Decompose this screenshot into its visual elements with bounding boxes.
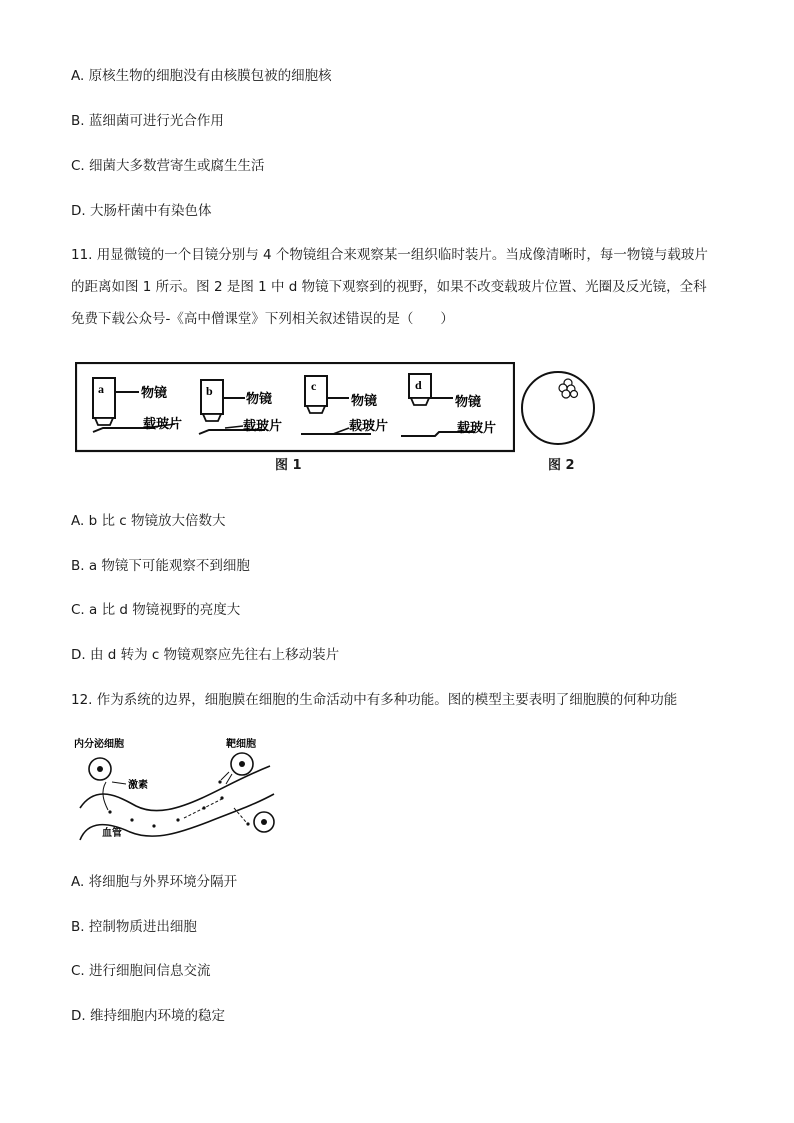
lens-letter-d: d (415, 378, 422, 392)
q12-option-b: B. 控制物质进出细胞 (71, 919, 197, 935)
q11-option-b: B. a 物镜下可能观察不到细胞 (71, 558, 250, 574)
q11-option-c: C. a 比 d 物镜视野的亮度大 (71, 602, 241, 618)
q12-option-d: D. 维持细胞内环境的稳定 (71, 1008, 225, 1024)
q10-option-b: B. 蓝细菌可进行光合作用 (71, 113, 224, 129)
q11-stem-line-2: 的距离如图 1 所示。图 2 是图 1 中 d 物镜下观察到的视野，如果不改变载玻片位置、光圈及反光镜，全科 (71, 279, 707, 295)
figure-1-caption: 图 1 (275, 458, 302, 473)
endocrine-cell (89, 758, 111, 780)
q12-option-c: C. 进行细胞间信息交流 (71, 963, 211, 979)
lens-letter-b: b (206, 384, 213, 398)
figure-2-field-of-view (518, 368, 598, 448)
lens-letter-a: a (98, 382, 104, 396)
endocrine-cell-label: 内分泌细胞 (74, 739, 124, 750)
objective-label-c: 物镜 (351, 394, 378, 409)
slide-label-b: 载玻片 (243, 419, 283, 434)
slide-label-a: 载玻片 (143, 417, 183, 432)
q11-option-d: D. 由 d 转为 c 物镜观察应先往右上移动装片 (71, 647, 340, 663)
target-cell-2 (234, 808, 274, 832)
q12-option-a: A. 将细胞与外界环境分隔开 (71, 874, 238, 890)
objective-lens-d (401, 374, 496, 436)
q10-option-c: C. 细菌大多数营寄生或腐生生活 (71, 158, 265, 174)
target-cell-1 (218, 753, 253, 784)
hormone-label: 激素 (128, 780, 148, 791)
objective-lens-a (93, 378, 182, 432)
objective-label-b: 物镜 (246, 392, 273, 407)
objective-lens-b (199, 380, 282, 434)
q11-option-a: A. b 比 c 物镜放大倍数大 (71, 513, 226, 529)
q12-stem: 12. 作为系统的边界，细胞膜在细胞的生命活动中有多种功能。图的模型主要表明了细胞膜的何种功能 (71, 692, 678, 708)
q11-stem-line-3: 免费下载公众号-《高中僧课堂》下列相关叙述错误的是（ ） (71, 311, 454, 327)
target-cell-label: 靶细胞 (226, 739, 256, 750)
lens-letter-c: c (311, 379, 317, 393)
q10-option-d: D. 大肠杆菌中有染色体 (71, 203, 212, 219)
figure-2-caption: 图 2 (548, 458, 575, 473)
q10-option-a: A. 原核生物的细胞没有由核膜包被的细胞核 (71, 68, 332, 84)
q11-stem-line-1: 11. 用显微镜的一个目镜分别与 4 个物镜组合来观察某一组织临时装片。当成像清晰时，每一物镜与载玻片 (71, 247, 708, 263)
figure-1-objectives (75, 362, 515, 454)
objective-lens-c (301, 376, 388, 434)
objective-label-d: 物镜 (455, 395, 482, 410)
objective-label-a: 物镜 (141, 386, 168, 401)
slide-label-c: 载玻片 (349, 419, 389, 434)
hormone-signaling-figure (74, 736, 284, 846)
slide-label-d: 载玻片 (457, 421, 497, 436)
blood-vessel-label: 血管 (102, 828, 122, 839)
